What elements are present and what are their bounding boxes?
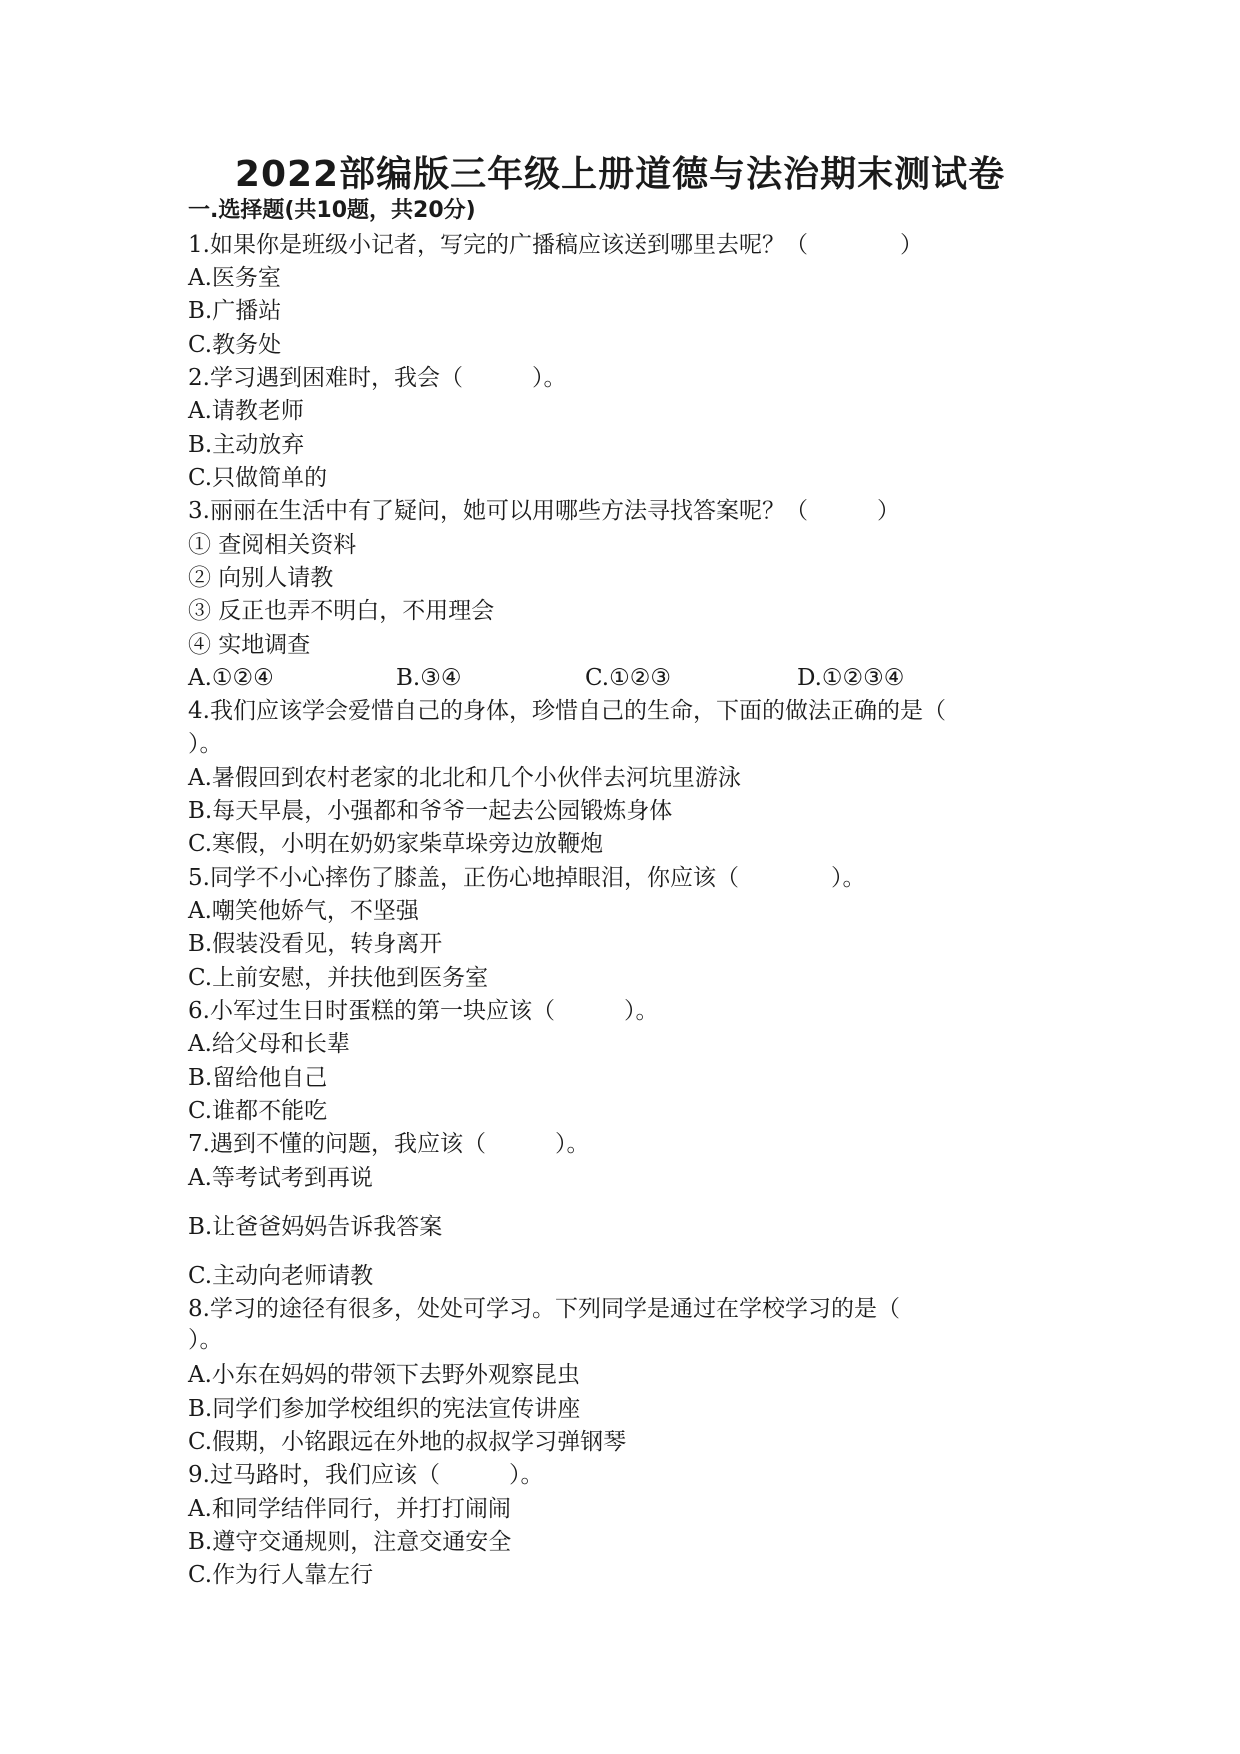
question-8-option-a: A.小东在妈妈的带领下去野外观察昆虫 — [188, 1362, 580, 1388]
question-3-option-b: B.③④ — [396, 665, 462, 691]
question-4-option-b: B.每天早晨，小强都和爷爷一起去公园锻炼身体 — [188, 798, 673, 824]
question-6-option-a: A.给父母和长辈 — [188, 1031, 350, 1057]
question-4-option-a: A.暑假回到农村老家的北北和几个小伙伴去河坑里游泳 — [188, 765, 741, 791]
question-1-stem: 1.如果你是班级小记者，写完的广播稿应该送到哪里去呢？（ ） — [188, 232, 923, 258]
question-3-stem: 3.丽丽在生活中有了疑问，她可以用哪些方法寻找答案呢？（ ） — [188, 498, 900, 524]
question-3-item-4: ④ 实地调查 — [188, 632, 311, 658]
question-7-option-b: B.让爸爸妈妈告诉我答案 — [188, 1214, 443, 1240]
question-5-option-b: B.假装没看见，转身离开 — [188, 931, 443, 957]
question-7-option-a: A.等考试考到再说 — [188, 1165, 373, 1191]
question-4-stem-continued: ）。 — [188, 731, 223, 757]
question-9-option-a: A.和同学结伴同行，并打打闹闹 — [188, 1496, 511, 1522]
question-6-option-c: C.谁都不能吃 — [188, 1098, 328, 1124]
question-9-stem: 9.过马路时，我们应该（ ）。 — [188, 1462, 544, 1488]
question-5-option-a: A.嘲笑他娇气，不坚强 — [188, 898, 419, 924]
question-3-item-3: ③ 反正也弄不明白，不用理会 — [188, 598, 495, 624]
question-2-stem: 2.学习遇到困难时，我会（ ）。 — [188, 365, 567, 391]
section-heading: 一.选择题(共10题，共20分) — [188, 198, 476, 223]
question-8-option-c: C.假期，小铭跟远在外地的叔叔学习弹钢琴 — [188, 1429, 627, 1455]
question-1-option-b: B.广播站 — [188, 298, 282, 324]
question-7-stem: 7.遇到不懂的问题，我应该（ ）。 — [188, 1131, 590, 1157]
question-2-option-b: B.主动放弃 — [188, 432, 305, 458]
question-5-stem: 5.同学不小心摔伤了膝盖，正伤心地掉眼泪，你应该（ ）。 — [188, 865, 866, 891]
question-9-option-c: C.作为行人靠左行 — [188, 1562, 374, 1588]
question-3-option-a: A.①②④ — [188, 665, 274, 691]
question-7-option-c: C.主动向老师请教 — [188, 1263, 374, 1289]
question-3-option-d: D.①②③④ — [797, 665, 905, 691]
question-3-item-1: ① 查阅相关资料 — [188, 532, 357, 558]
question-6-stem: 6.小军过生日时蛋糕的第一块应该（ ）。 — [188, 998, 659, 1024]
question-1-option-a: A.医务室 — [188, 265, 281, 291]
question-8-stem-continued: ）。 — [188, 1327, 223, 1353]
question-4-option-c: C.寒假，小明在奶奶家柴草垛旁边放鞭炮 — [188, 831, 604, 857]
question-3-option-c: C.①②③ — [585, 665, 671, 691]
question-1-option-c: C.教务处 — [188, 332, 282, 358]
exam-title: 2022部编版三年级上册道德与法治期末测试卷 — [234, 154, 1006, 195]
question-2-option-c: C.只做简单的 — [188, 465, 328, 491]
question-3-item-2: ② 向别人请教 — [188, 565, 334, 591]
question-6-option-b: B.留给他自己 — [188, 1065, 328, 1091]
question-2-option-a: A.请教老师 — [188, 398, 304, 424]
question-5-option-c: C.上前安慰，并扶他到医务室 — [188, 965, 489, 991]
question-4-stem: 4.我们应该学会爱惜自己的身体，珍惜自己的生命，下面的做法正确的是（ — [188, 698, 946, 724]
question-8-option-b: B.同学们参加学校组织的宪法宣传讲座 — [188, 1396, 581, 1422]
question-9-option-b: B.遵守交通规则，注意交通安全 — [188, 1529, 512, 1555]
question-8-stem: 8.学习的途径有很多，处处可学习。下列同学是通过在学校学习的是（ — [188, 1296, 900, 1322]
